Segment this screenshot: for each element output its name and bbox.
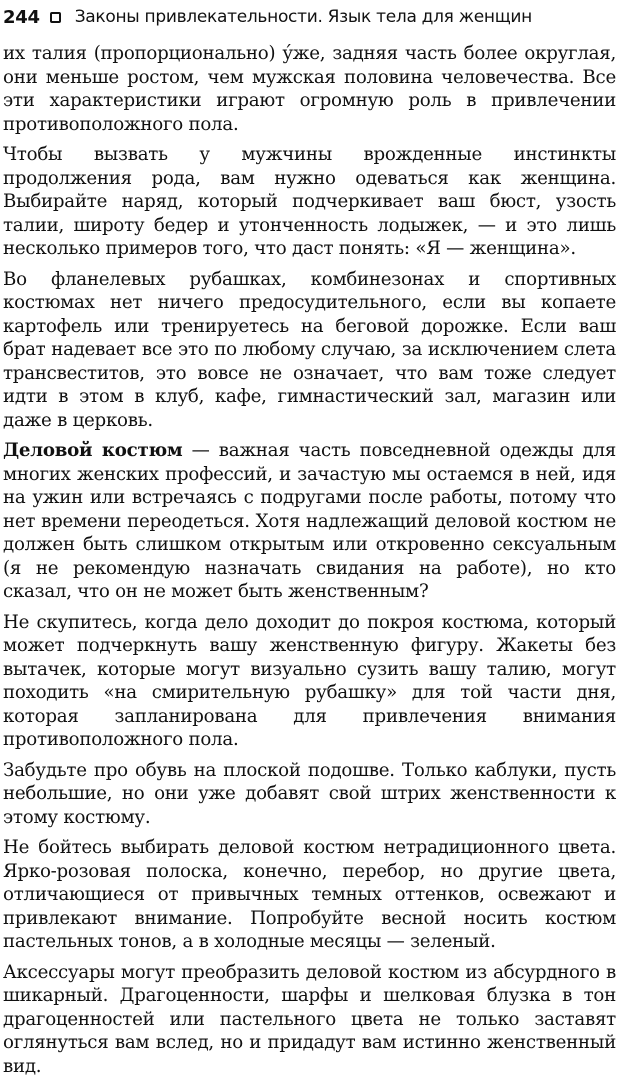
paragraph-1-text: их талия (пропорционально) у́же, задняя часть более округлая, они меньше ростом, чем мужская половина человечества. Все эти характеристики играют огромную роль в привлечении противоположного пола. [3, 43, 616, 135]
paragraph-2-text: Чтобы вызвать у мужчины врожденные инстинкты продолжения рода, вам нужно одеваться как женщина. Выбирайте наряд, который подчеркивает ваш бюст, узость талии, широту бедер и утонченность лодыжек, — и это лишь несколько примеров того, что даст понять: «Я — женщина». [3, 144, 616, 259]
paragraph-3-text: Во фланелевых рубашках, комбинезонах и спортивных костюмах нет ничего предосудительного, если вы копаете картофель или тренируетесь на беговой дорожке. Если ваш брат надевает все это по любому случаю, за исключением слета трансвеститов, это вовсе не означает, что вам тоже следует идти в этом в клуб, кафе, гимнастический зал, магазин или даже в церковь. [3, 269, 616, 431]
paragraph-5-text: Не скупитесь, когда дело доходит до покроя костюма, который может подчеркнуть вашу женственную фигуру. Жакеты без вытачек, которые могут визуально сузить вашу талию, могут походить «на смирительную рубашку» для той части дня, которая запланирована для привлечения внимания противоположного пола. [3, 612, 616, 751]
paragraph-3 [3, 268, 616, 433]
paragraph-1 [3, 42, 616, 136]
square-outline-icon [50, 12, 61, 23]
paragraph-8-text: Аксессуары могут преобразить деловой костюм из абсурдного в шикарный. Драгоценности, шарфы и шелковая блузка в тон драгоценностей или пастельного цвета не только заставят оглянуться вам вслед, но и придадут вам истинно женственный вид. [3, 962, 616, 1077]
paragraph-6-text: Забудьте про обувь на плоской подошве. Только каблуки, пусть небольшие, но они уже добавят свой штрих женственности к этому костюму. [3, 760, 616, 828]
body-text [3, 42, 616, 1078]
page-number: 244 [3, 7, 40, 28]
running-header [3, 0, 616, 32]
paragraph-8 [3, 961, 616, 1078]
book-title: Законы привлекательности. Язык тела для женщин [75, 7, 532, 27]
paragraph-7-text: Не бойтесь выбирать деловой костюм нетрадиционного цвета. Ярко-розовая полоска, конечно, перебор, но другие цвета, отличающиеся от привычных темных оттенков, освежают и привлекают внимание. Попробуйте весной носить костюм пастельных тонов, а в холодные месяцы — зеленый. [3, 837, 616, 952]
paragraph-5 [3, 611, 616, 752]
paragraph-4-lead-term: Деловой костюм [3, 440, 182, 461]
paragraph-4 [3, 439, 616, 604]
paragraph-4-text: — важная часть повседневной одежды для многих женских профессий, и зачастую мы остаемся в ней, идя на ужин или встречаясь с подругами после работы, потому что нет времени переодеться. Хотя надлежащий деловой костюм не должен быть слишком открытым или откровенно сексуальным (я не рекомендую назначать свидания на работе), но кто сказал, что он не может быть женственным? [3, 440, 616, 602]
paragraph-7 [3, 836, 616, 954]
paragraph-6 [3, 759, 616, 830]
paragraph-2 [3, 143, 616, 261]
